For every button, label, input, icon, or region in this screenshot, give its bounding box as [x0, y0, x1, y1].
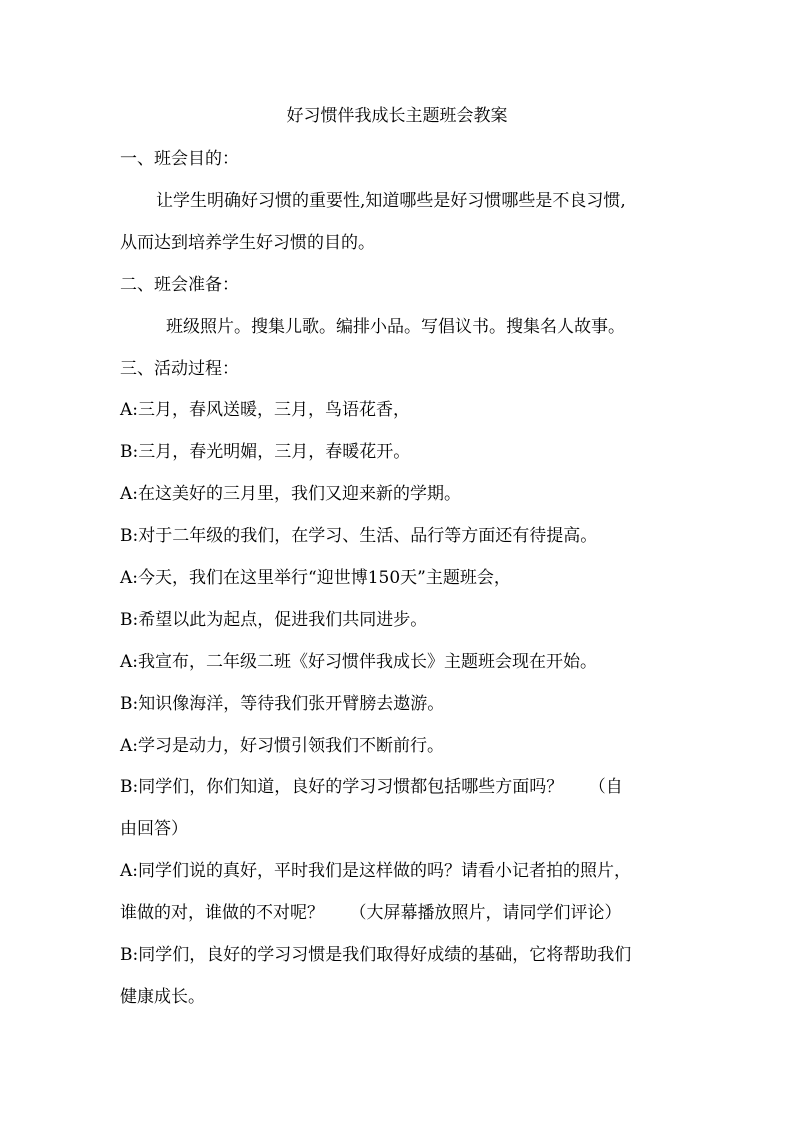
dialogue-line: A:在这美好的三月里，我们又迎来新的学期。: [120, 484, 462, 504]
dialogue-line: B:同学们，良好的学习习惯是我们取得好成绩的基础，它将帮助我们: [120, 945, 632, 965]
dialogue-line: A:我宣布，二年级二班《好习惯伴我成长》主题班会现在开始。: [120, 652, 598, 672]
dialogue-line: B:希望以此为起点，促进我们共同进步。: [120, 610, 428, 630]
dialogue-line: 健康成长。: [120, 987, 205, 1007]
paragraph-line: 让学生明确好习惯的重要性,知道哪些是好习惯哪些是不良习惯,: [156, 191, 626, 211]
dialogue-line: B:三月，春光明媚，三月，春暖花开。: [120, 442, 411, 462]
section-heading-preparation: 二、班会准备：: [120, 275, 239, 295]
paragraph-line: 从而达到培养学生好习惯的目的。: [120, 233, 375, 253]
dialogue-line: B:知识像海洋，等待我们张开臂膀去遨游。: [120, 694, 445, 714]
dialogue-line: A:学习是动力，好习惯引领我们不断前行。: [120, 736, 445, 756]
dialogue-line: 谁做的对，谁做的不对呢？ （大屏幕播放照片，请同学们评论）: [120, 903, 622, 923]
dialogue-line: 由回答）: [120, 819, 188, 839]
section-heading-process: 三、活动过程：: [120, 359, 239, 379]
dialogue-line: A:三月，春风送暖，三月，鸟语花香，: [120, 400, 411, 420]
section-heading-purpose: 一、班会目的：: [120, 149, 239, 169]
dialogue-line: B:同学们，你们知道，良好的学习习惯都包括哪些方面吗？ （自: [120, 777, 623, 797]
dialogue-line: B:对于二年级的我们，在学习、生活、品行等方面还有待提高。: [120, 526, 598, 546]
paragraph-line: 班级照片。搜集儿歌。编排小品。写倡议书。搜集名人故事。: [166, 317, 625, 337]
dialogue-line: A:同学们说的真好，平时我们是这样做的吗？请看小记者拍的照片，: [120, 861, 632, 881]
dialogue-line: A:今天，我们在这里举行“迎世博150天”主题班会，: [120, 568, 511, 588]
document-title: 好习惯伴我成长主题班会教案: [286, 106, 508, 126]
